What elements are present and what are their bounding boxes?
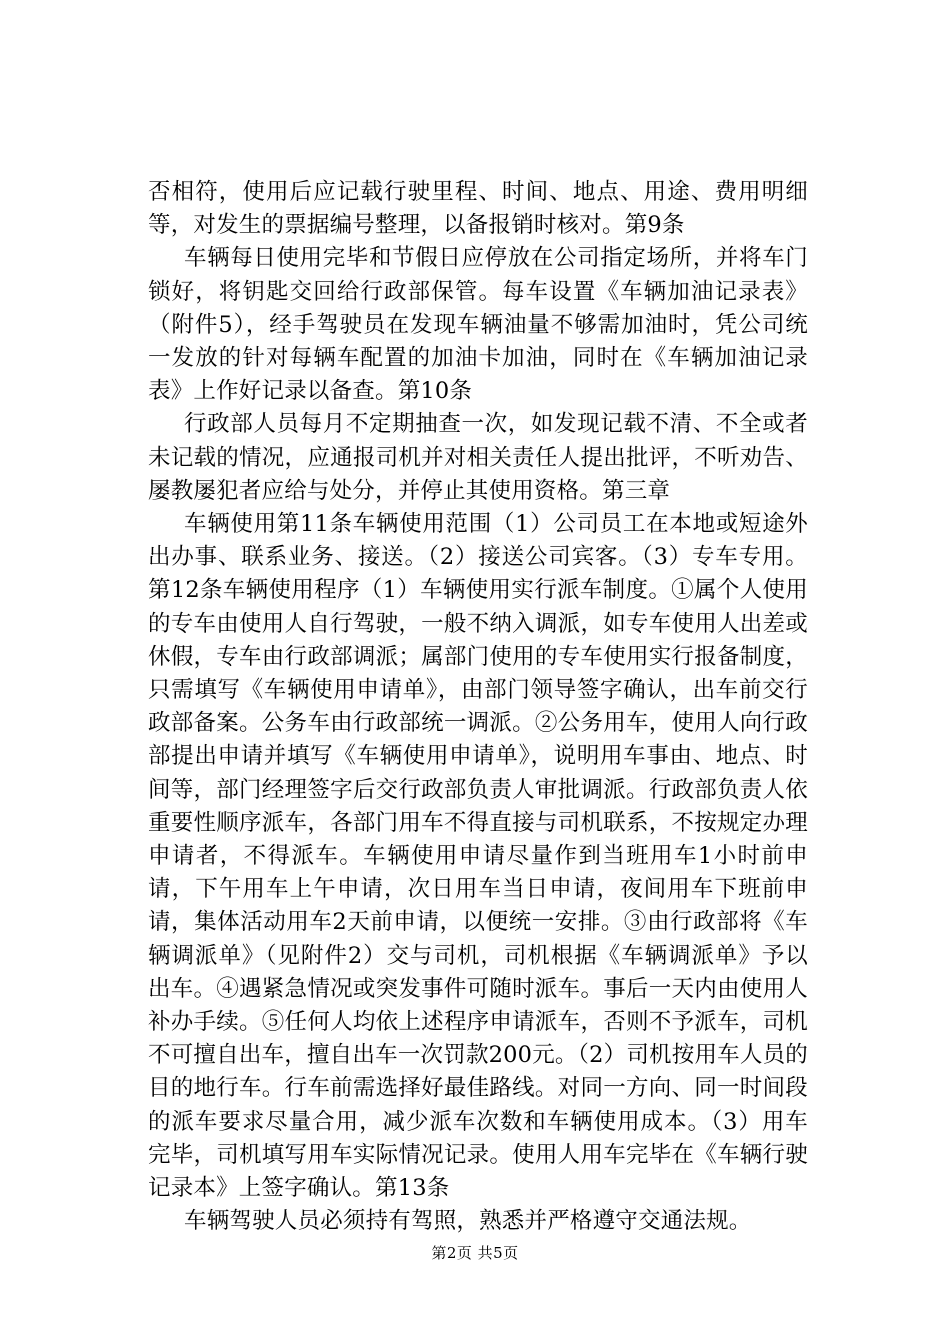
paragraph-article-9: 车辆每日使用完毕和节假日应停放在公司指定场所，并将车门锁好，将钥匙交回给行政部保管。每车设置《车辆加油记录表》（附件5），经手驾驶员在发现车辆油量不够需加油时，凭公司统一发放的针对每辆车配置的加油卡加油，同时在《车辆加油记录表》上作好记录以备查。第10条 xyxy=(148,245,808,405)
paragraph-chapter-3: 车辆使用第11条车辆使用范围（1）公司员工在本地或短途外出办事、联系业务、接送。（2）接送公司宾客。（3）专车专用。第12条车辆使用程序（1）车辆使用实行派车制度。①属个人使用的专车由使用人自行驾驶，一般不纳入调派，如专车使用人出差或休假，专车由行政部调派；属部门使用的专车使用实行报备制度，只需填写《车辆使用申请单》，由部门领导签字确认，出车前交行政部备案。公务车由行政部统一调派。②公务用车，使用人向行政部提出申请并填写《车辆使用申请单》，说明用车事由、地点、时间等，部门经理签字后交行政部负责人审批调派。行政部负责人依重要性顺序派车，各部门用车不得直接与司机联系，不按规定办理申请者，不得派车。车辆使用申请尽量作到当班用车1小时前申请，下午用车上午申请，次日用车当日申请，夜间用车下班前申请，集体活动用车2天前申请，以便统一安排。③由行政部将《车辆调派单》（见附件2）交与司机，司机根据《车辆调派单》予以出车。④遇紧急情况或突发事件可随时派车。事后一天内由使用人补办手续。⑤任何人均依上述程序申请派车，否则不予派车，司机不可擅自出车，擅自出车一次罚款200元。（2）司机按用车人员的目的地行车。行车前需选择好最佳路线。对同一方向、同一时间段的派车要求尽量合用，减少派车次数和车辆使用成本。（3）用车完毕，司机填写用车实际情况记录。使用人用车完毕在《车辆行驶记录本》上签字确认。第13条 xyxy=(148,511,808,1202)
document-body xyxy=(148,176,808,1239)
page-number-footer: 第2页 共5页 xyxy=(431,1244,519,1262)
paragraph-article-13: 车辆驾驶人员必须持有驾照，熟悉并严格遵守交通法规。 xyxy=(184,1208,752,1235)
paragraph-article-10: 行政部人员每月不定期抽查一次，如发现记载不清、不全或者未记载的情况，应通报司机并对相关责任人提出批评，不听劝告、屡教屡犯者应给与处分，并停止其使用资格。第三章 xyxy=(148,411,808,504)
paragraph-continuation: 否相符，使用后应记载行驶里程、时间、地点、用途、费用明细等，对发生的票据编号整理，以备报销时核对。第9条 xyxy=(148,179,808,239)
